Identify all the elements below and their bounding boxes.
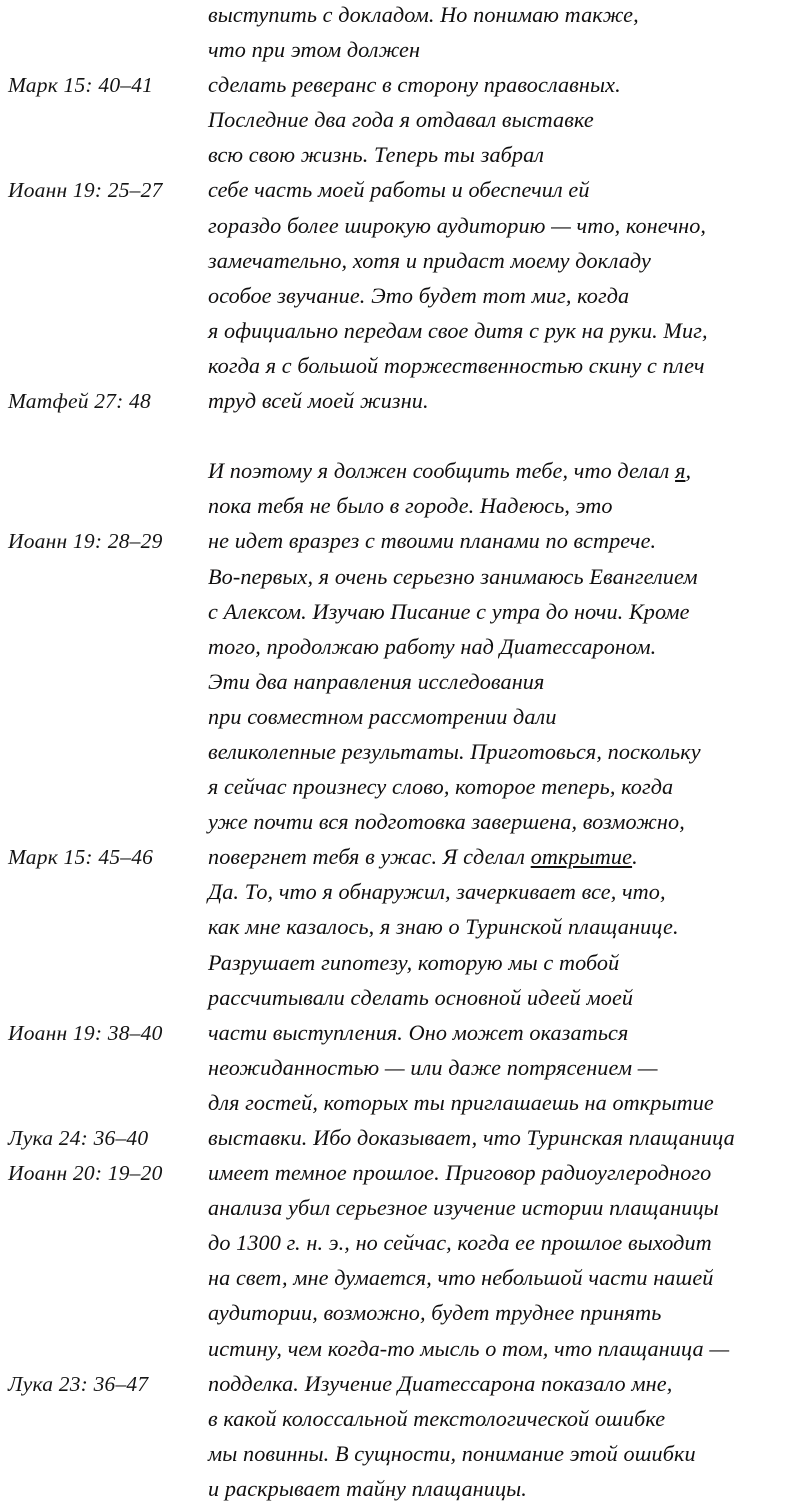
text-line	[0, 669, 790, 704]
text-line	[0, 458, 790, 493]
body-text: труд всей моей жизни.	[208, 388, 429, 414]
text-line	[0, 1125, 790, 1160]
text-line	[0, 213, 790, 248]
text-line	[0, 1265, 790, 1300]
body-text: анализа убил серьезное изучение истории плащаницы	[208, 1195, 719, 1221]
body-text: с Алексом. Изучаю Писание с утра до ночи. Кроме	[208, 598, 690, 624]
text-line	[0, 809, 790, 844]
text-line	[0, 353, 790, 388]
body-text: особое звучание. Это будет тот миг, когда	[208, 282, 630, 308]
text-line	[0, 1230, 790, 1265]
scripture-reference: Иоанн 19: 38–40	[8, 1020, 163, 1045]
body-text: сделать реверанс в сторону православных.	[208, 72, 621, 98]
text-line	[0, 1406, 790, 1441]
body-text: когда я с большой торжественностью скину с плеч	[208, 352, 705, 378]
body-text: Да. То, что я обнаружил, зачеркивает все, что,	[208, 879, 666, 905]
body-text: я сейчас произнесу слово, которое теперь, когда	[208, 774, 674, 800]
emphasized-word: открытие	[530, 844, 633, 870]
body-text: и раскрывает тайну плащаницы.	[208, 1475, 527, 1501]
body-text: я официально передам свое дитя с рук на руки. Миг,	[208, 317, 708, 343]
text-line	[0, 914, 790, 949]
body-text: выступить с докладом. Но понимаю также,	[208, 2, 639, 27]
text-line	[0, 1055, 790, 1090]
text-line	[0, 1195, 790, 1230]
text-line	[0, 634, 790, 669]
text-line	[0, 528, 790, 563]
body-text: что при этом должен	[208, 37, 421, 63]
body-text: рассчитывали сделать основной идеей моей	[208, 984, 634, 1010]
text-line	[0, 177, 790, 212]
body-text-segment: И поэтому я должен сообщить тебе, что делал	[208, 458, 676, 484]
body-text: части выступления. Оно может оказаться	[208, 1019, 629, 1045]
body-text-segment-tail: ,	[685, 458, 692, 484]
scripture-reference: Иоанн 20: 19–20	[8, 1161, 163, 1186]
text-line	[0, 248, 790, 283]
body-text: подделка. Изучение Диатессарона показало мне,	[208, 1370, 673, 1396]
body-text: всю свою жизнь. Теперь ты забрал	[208, 142, 545, 168]
text-line	[0, 1371, 790, 1406]
text-line	[0, 739, 790, 774]
body-text: для гостей, которых ты приглашаешь на открытие	[208, 1089, 714, 1115]
text-line	[0, 107, 790, 142]
body-text-segment: повергнет тебя в ужас. Я сделал	[208, 844, 531, 870]
body-text: уже почти вся подготовка завершена, возможно,	[208, 809, 685, 835]
text-line	[0, 1476, 790, 1511]
text-line	[0, 1441, 790, 1476]
text-line	[0, 1300, 790, 1335]
body-text: истину, чем когда-то мысль о том, что плащаница —	[208, 1335, 730, 1361]
scripture-reference: Марк 15: 45–46	[8, 845, 154, 870]
scripture-reference: Лука 24: 36–40	[8, 1126, 149, 1150]
text-line	[0, 283, 790, 318]
body-text: пока тебя не было в городе. Надеюсь, это	[208, 493, 613, 519]
text-line	[0, 774, 790, 809]
body-text: имеет темное прошлое. Приговор радиоуглеродного	[208, 1160, 712, 1186]
body-text: при совместном рассмотрении дали	[208, 703, 557, 729]
text-line	[0, 1160, 790, 1195]
body-text	[208, 423, 790, 424]
body-text: Эти два направления исследования	[208, 668, 545, 694]
scripture-reference: Иоанн 19: 25–27	[8, 178, 163, 203]
text-line	[0, 37, 790, 72]
body-text: как мне казалось, я знаю о Туринской плащанице.	[208, 914, 679, 940]
body-text: великолепные результаты. Приготовься, поскольку	[208, 738, 701, 764]
text-line	[0, 2, 790, 37]
body-text: замечательно, хотя и придаст моему докладу	[208, 247, 651, 273]
text-line	[0, 423, 790, 458]
body-text: до 1300 г. н. э., но сейчас, когда ее прошлое выходит	[208, 1230, 712, 1256]
text-line	[0, 844, 790, 879]
text-line	[0, 985, 790, 1020]
text-line	[0, 1090, 790, 1125]
body-text: неожиданностью — или даже потрясением —	[208, 1054, 658, 1080]
text-line	[0, 564, 790, 599]
text-line	[0, 318, 790, 353]
body-text: себе часть моей работы и обеспечил ей	[208, 177, 590, 203]
body-text: мы повинны. В сущности, понимание этой ошибки	[208, 1440, 696, 1466]
text-line	[0, 704, 790, 739]
scripture-reference: Матфей 27: 48	[8, 389, 151, 414]
body-text: в какой колоссальной текстологической ошибке	[208, 1405, 666, 1431]
text-line	[0, 388, 790, 423]
scripture-reference: Лука 23: 36–47	[8, 1371, 149, 1396]
body-text: выставки. Ибо доказывает, что Туринская плащаница	[208, 1125, 735, 1150]
body-text: гораздо более широкую аудиторию — что, конечно,	[208, 212, 707, 238]
text-line	[0, 879, 790, 914]
body-text	[208, 844, 790, 870]
text-line	[0, 72, 790, 107]
text-line	[0, 599, 790, 634]
scripture-reference: Иоанн 19: 28–29	[8, 529, 163, 554]
body-text	[208, 458, 790, 484]
body-text: Во-первых, я очень серьезно занимаюсь Евангелием	[208, 563, 698, 589]
text-line	[0, 1020, 790, 1055]
body-text: на свет, мне думается, что небольшой части нашей	[208, 1265, 714, 1291]
body-text-segment-tail: .	[632, 844, 638, 870]
body-text: того, продолжаю работу над Диатессароном.	[208, 633, 657, 659]
text-line	[0, 1336, 790, 1371]
scripture-reference: Марк 15: 40–41	[8, 73, 154, 98]
text-line	[0, 493, 790, 528]
text-line	[0, 142, 790, 177]
text-line	[0, 950, 790, 985]
body-text: аудитории, возможно, будет труднее принять	[208, 1300, 662, 1326]
body-text: не идет вразрез с твоими планами по встрече.	[208, 528, 657, 554]
body-text: Последние два года я отдавал выставке	[208, 107, 594, 133]
body-text: Разрушает гипотезу, которую мы с тобой	[208, 949, 620, 975]
emphasized-word: я	[675, 458, 686, 484]
